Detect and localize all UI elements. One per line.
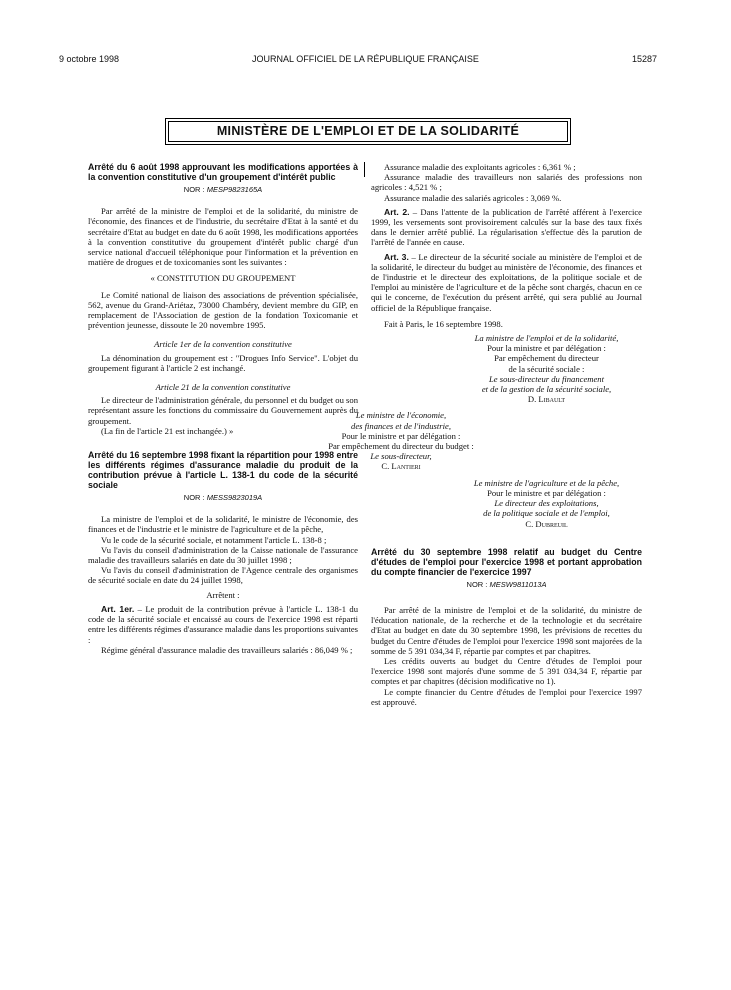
signature-block-emploi: La ministre de l'emploi et de la solidarité, Pour la ministre et par délégation : Par empêchement du directeur de la sécurité sociale : Le sous-directeur du financement et de la gestion de la sécurité sociale, D. Libault: [474, 333, 619, 405]
decree-1-paragraph: Par arrêté de la ministre de l'emploi et de la solidarité, du ministre de l'économie, des finances et de l'industrie, du secrétaire d'Etat à la santé et du secrétaire d'Etat au budget en date du 6 août 1998, les modifications apportées à la convention constitutive du groupement d'intérêt public chargé d'un service national d'accueil téléphonique pour l'information et la prévention en matière de drogues et de toxicomanies sont les suivantes :: [88, 206, 358, 268]
decree-2-article-1: Art. 1er. – Le produit de la contribution prévue à l'article L. 138-1 du code de la sécurité sociale et encaissé au cours de l'exercice 1998 est réparti entre les différents régimes d'assurance maladie dans les proportions suivantes :: [88, 603, 358, 645]
decree-2-nor: NOR : MESS9823019A: [183, 493, 263, 503]
decree-2-article-2: Art. 2. – Dans l'attente de la publication de l'arrêté afférent à l'exercice 1999, les versements sont provisoirement calculés sur la base des taux fixés dans le dernier arrêté publié. La régularisation s'effectue dès la parution de l'arrêté de l'année en cause.: [371, 206, 642, 248]
decree-2-title: Arrêté du 16 septembre 1998 fixant la répartition pour 1998 entre les différents régimes d'assurance maladie du produit de la contribution prévue à l'article L. 138-1 du code de la sécurité sociale: [88, 450, 358, 491]
signature-block-economie: Le ministre de l'économie, des finances et de l'industrie, Pour le ministre et par délégation : Par empêchement du directeur du budget : Le sous-directeur, C. Lantieri: [328, 410, 474, 472]
column-divider: [364, 162, 365, 177]
decree-3-title: Arrêté du 30 septembre 1998 relatif au budget du Centre d'études de l'emploi pour l'exercice 1998 et portant approbation du compte financier de l'exercice 1997: [371, 546, 642, 577]
rate-line: Assurance maladie des travailleurs non salariés des professions non agricoles : 4,521 % ;: [371, 172, 642, 193]
signature-place-date: Fait à Paris, le 16 septembre 1998.: [384, 318, 503, 329]
right-column: [328, 162, 642, 707]
decree-2-paragraph: Régime général d'assurance maladie des travailleurs salariés : 86,049 % ;: [101, 644, 353, 655]
signature-block-agriculture: Le ministre de l'agriculture et de la pêche, Pour le ministre et par délégation : Le directeur des exploitations, de la politique sociale et de l'emploi, C. Dubreuil: [473, 477, 620, 529]
page-header: [0, 54, 731, 68]
decree-1-article-heading: Article 1er de la convention constitutive: [154, 339, 292, 350]
decree-1-paragraph: Le directeur de l'administration générale, du personnel et du budget ou son représentant assure les fonctions du commissaire du Gouvernement auprès du groupement.: [88, 395, 358, 426]
header-journal-title: JOURNAL OFFICIEL DE LA RÉPUBLIQUE FRANÇAISE: [252, 54, 479, 64]
decree-1-paragraph: Le Comité national de liaison des associations de prévention spécialisée, 562, avenue du Grand-Ariétaz, 73000 Chambéry, devient membre du GIP, en remplacement de l'Association de gestion de la fondation Toxicomanie et prévention jeunesse, dissoute le 20 novembre 1995.: [88, 289, 358, 331]
decree-3-paragraph: Le compte financier du Centre d'études de l'emploi pour l'exercice 1997 est approuvé.: [371, 686, 642, 707]
left-column: [88, 162, 358, 655]
decree-2-paragraph: Vu l'avis du conseil d'administration de la Caisse nationale de l'assurance maladie des travailleurs salariés en date du 30 juillet 1998 ;: [88, 544, 358, 566]
decree-1-paragraph: (La fin de l'article 21 est inchangée.) »: [101, 425, 234, 436]
decree-1-title: Arrêté du 6 août 1998 approuvant les modifications apportées à la convention constitutive d'un groupement d'intérêt public: [88, 162, 358, 182]
decree-2-paragraph: Vu l'avis du conseil d'administration de l'Agence centrale des organismes de sécurité sociale en date du 24 juillet 1998,: [88, 565, 358, 586]
header-page-number: 15287: [631, 54, 657, 64]
rate-line: Assurance maladie des exploitants agricoles : 6,361 % ;: [384, 162, 576, 172]
header-date: 9 octobre 1998: [59, 54, 120, 64]
decree-2-paragraph: La ministre de l'emploi et de la solidarité, le ministre de l'économie, des finances et de l'industrie et le ministre de l'agriculture et de la pêche,: [88, 514, 358, 535]
decree-3-nor: NOR : MESW9811013A: [466, 579, 547, 589]
rate-line: Assurance maladie des salariés agricoles : 3,069 %.: [384, 192, 562, 203]
decree-1-section-heading: « CONSTITUTION DU GROUPEMENT: [150, 273, 296, 284]
decree-1-article-heading: Article 21 de la convention constitutive: [155, 382, 291, 393]
ministry-banner: [165, 118, 571, 145]
decree-1-nor: NOR : MESP9823165A: [183, 185, 263, 194]
decree-1-paragraph: La dénomination du groupement est : "Drogues Info Service". L'objet du groupement figurant à l'article 2 est inchangé.: [88, 352, 358, 373]
decree-2-arretent: Arrêtent :: [206, 589, 240, 600]
decree-2-paragraph: Vu le code de la sécurité sociale, et notamment l'article L. 138-8 ;: [101, 534, 327, 545]
decree-3-paragraph: Les crédits ouverts au budget du Centre d'études de l'emploi pour l'exercice 1998 sont majorés d'une somme de 5 391 034,34 F, répartie par comptes et par chapitres (décision modificative no 1).: [371, 655, 642, 687]
decree-3-paragraph: Par arrêté de la ministre de l'emploi et de la solidarité, du ministre de l'éducation nationale, de la recherche et de la technologie et du secrétaire d'Etat au budget en date du 30 septembre 1998, les prévisions de recettes du budget du Centre d'études de l'emploi pour l'exercice 1998 sont majorées de la somme de 5 391 034,34 F, répartie par comptes et par chapitres.: [371, 604, 642, 656]
ministry-title: MINISTÈRE DE L'EMPLOI ET DE LA SOLIDARITÉ: [168, 121, 568, 142]
decree-2-article-3: Art. 3. – Le directeur de la sécurité sociale au ministère de l'emploi et de la solidarité, le directeur du budget au ministère de l'économie, des finances et de l'industrie et le directeur des exploitations, de la politique sociale et de l'emploi au ministère de l'agriculture et de la pêche sont chargés, chacun en ce qui le concerne, de l'exécution du présent arrêté, qui sera publié au Journal officiel de la République française.: [371, 251, 642, 313]
